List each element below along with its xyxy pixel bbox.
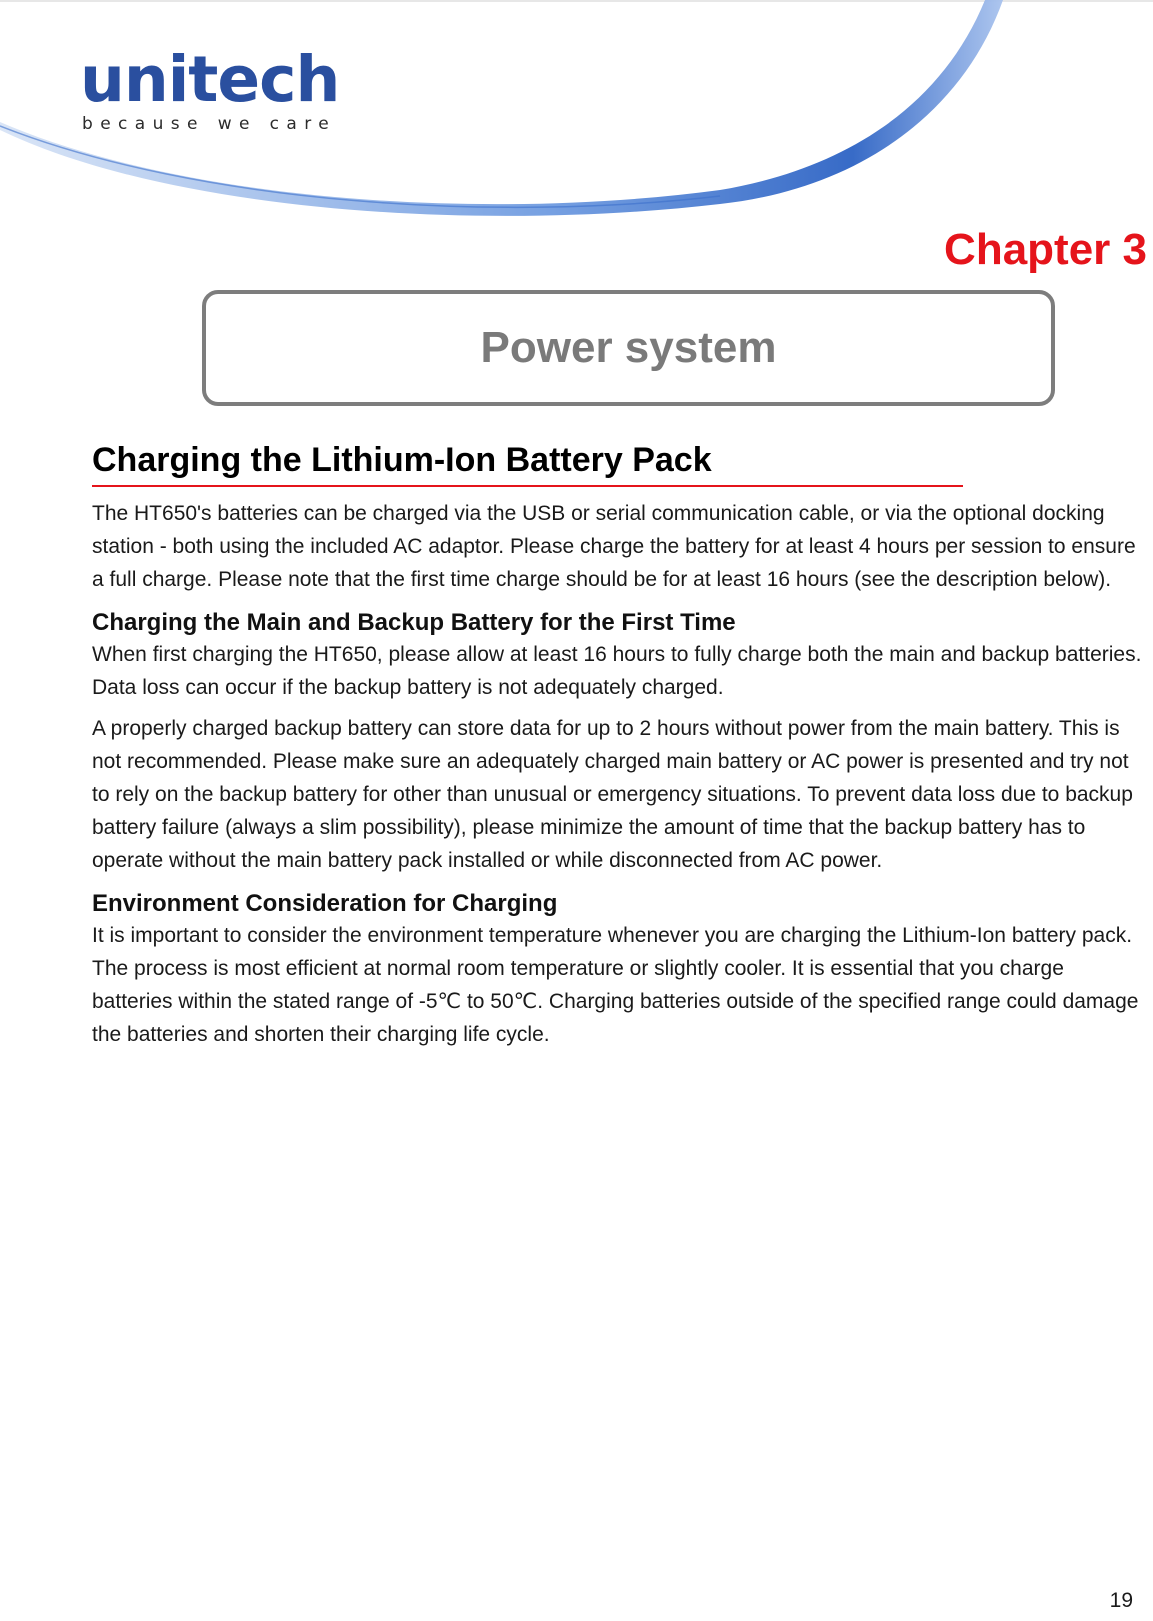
chapter-title-box bbox=[202, 290, 1055, 406]
subsection-heading-environment: Environment Consideration for Charging bbox=[92, 889, 558, 917]
first-charge-paragraph: When first charging the HT650, please allow at least 16 hours to fully charge both the main and backup batteries. Data loss can occur if the backup battery is not adequately charged. bbox=[92, 642, 1142, 699]
unitech-logo: unitech bbox=[80, 43, 340, 116]
backup-battery-paragraph: A properly charged backup battery can store data for up to 2 hours without power from the main battery. This is not recommended. Please make sure an adequately charged main battery or AC power is presented and try not to rely on the backup battery for other than unusual or emergency situations. To prevent data loss due to backup battery failure (always a slim possibility), please minimize the amount of time that the backup battery has to operate without the main battery pack installed or while disconnected from AC power. bbox=[92, 716, 1133, 872]
main-content bbox=[92, 440, 1146, 1051]
environment-paragraph: It is important to consider the environment temperature whenever you are charging the Lithium-Ion battery pack. The process is most efficient at normal room temperature or slightly cooler. It is essential that you charge batteries within the stated range of -5℃ to 50℃. Charging batteries outside of the specified range could damage the batteries and shorten their charging life cycle. bbox=[92, 923, 1139, 1046]
intro-paragraph: The HT650's batteries can be charged via the USB or serial communication cable, or via the optional docking station - both using the included AC adaptor. Please charge the battery for at least 4 hours per session to ensure a full charge. Please note that the first time charge should be for at least 16 hours (see the description below). bbox=[92, 501, 1136, 591]
chapter-title: Power system bbox=[480, 323, 777, 372]
subsection-heading-first-charge: Charging the Main and Backup Battery for the First Time bbox=[92, 608, 736, 636]
section-heading: Charging the Lithium-Ion Battery Pack bbox=[92, 440, 963, 487]
page-number: 19 bbox=[1109, 1589, 1133, 1612]
chapter-label: Chapter 3 bbox=[944, 225, 1147, 274]
logo-tagline: because we care bbox=[82, 114, 337, 134]
